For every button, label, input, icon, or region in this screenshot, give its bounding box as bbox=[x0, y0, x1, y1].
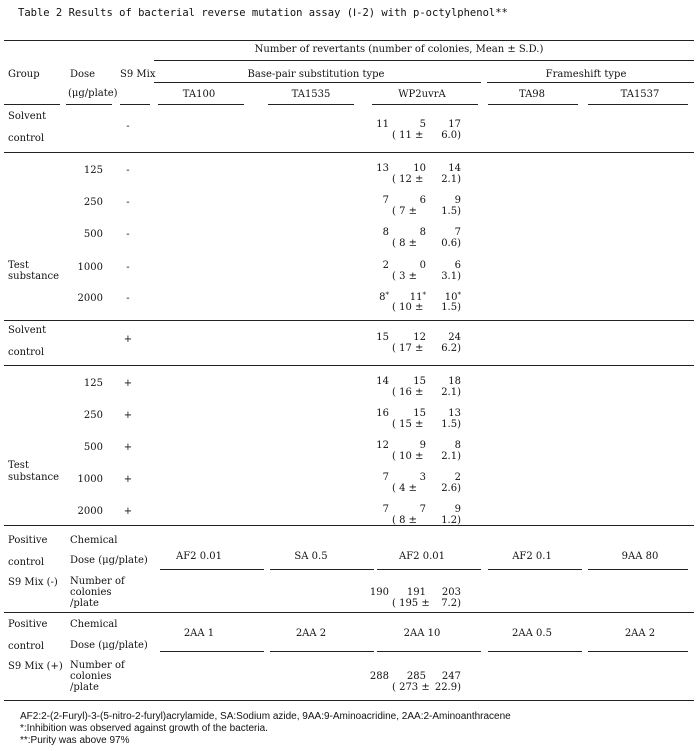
mean-value: ( 17 ± bbox=[392, 343, 424, 354]
table-rule bbox=[66, 104, 112, 105]
dose-label: Dose (μg/plate) bbox=[70, 640, 148, 651]
colony-value: 285 bbox=[406, 671, 426, 682]
s9-header: S9 Mix bbox=[120, 69, 156, 80]
colony-value: 12 bbox=[413, 332, 426, 343]
dose-cell: 2000 bbox=[77, 293, 103, 304]
table-rule bbox=[160, 651, 264, 652]
mean-value: ( 8 ± bbox=[392, 515, 417, 526]
strain-header: WP2uvrA bbox=[398, 89, 446, 100]
table-rule bbox=[4, 40, 694, 41]
colony-value: 8* bbox=[379, 291, 389, 303]
dose-cell: 1000 bbox=[77, 262, 103, 273]
sd-value: 6.2) bbox=[441, 343, 461, 354]
table-rule bbox=[488, 651, 582, 652]
colony-value: 17 bbox=[448, 119, 461, 130]
s9-cell: - bbox=[126, 293, 130, 304]
colony-value: 190 bbox=[369, 587, 389, 598]
colony-value: 8 bbox=[419, 227, 426, 238]
mean-value: ( 195 ± bbox=[392, 598, 430, 609]
colony-value: 6 bbox=[419, 195, 426, 206]
colony-value: 5 bbox=[419, 119, 426, 130]
mean-value: ( 273 ± bbox=[392, 682, 430, 693]
colony-value: 9 bbox=[454, 504, 461, 515]
table-rule bbox=[4, 700, 694, 701]
footnote: **:Purity was above 97% bbox=[20, 735, 130, 746]
colony-value: 2 bbox=[382, 260, 389, 271]
dose-cell: 500 bbox=[83, 442, 103, 453]
group-label: control bbox=[8, 641, 45, 652]
mean-value: ( 10 ± bbox=[392, 451, 424, 462]
s9-cell: + bbox=[123, 410, 133, 421]
group-label: Test bbox=[8, 460, 29, 471]
chemical-dose: 2AA 0.5 bbox=[512, 628, 552, 639]
chemical-label: Chemical bbox=[70, 619, 118, 630]
sd-value: 2.1) bbox=[441, 174, 461, 185]
colony-value: 191 bbox=[406, 587, 426, 598]
colony-value: 203 bbox=[441, 587, 461, 598]
table-rule bbox=[4, 320, 694, 321]
group-label: Test bbox=[8, 260, 29, 271]
dose-cell: 2000 bbox=[77, 506, 103, 517]
footnote: *:Inhibition was observed against growth of the bacteria. bbox=[20, 723, 268, 734]
group-label: Solvent bbox=[8, 325, 47, 336]
colony-value: 7 bbox=[382, 472, 389, 483]
group-label: control bbox=[8, 557, 45, 568]
chemical-dose: 2AA 10 bbox=[403, 628, 441, 639]
table-rule bbox=[588, 651, 688, 652]
table-rule bbox=[488, 104, 578, 105]
table-rule bbox=[4, 152, 694, 153]
s9-cell: - bbox=[126, 121, 130, 132]
chemical-dose: AF2 0.01 bbox=[399, 551, 445, 562]
group-label: substance bbox=[8, 271, 60, 282]
strain-header: TA1537 bbox=[620, 89, 660, 100]
sd-value: 3.1) bbox=[441, 271, 461, 282]
colony-value: 7 bbox=[382, 195, 389, 206]
dose-cell: 250 bbox=[83, 410, 103, 421]
colony-value: 288 bbox=[369, 671, 389, 682]
group-label: control bbox=[8, 133, 45, 144]
colony-value: 24 bbox=[448, 332, 461, 343]
chemical-dose: 2AA 2 bbox=[624, 628, 656, 639]
chemical-dose: SA 0.5 bbox=[294, 551, 328, 562]
colony-value: 11 bbox=[376, 119, 389, 130]
dose-cell: 250 bbox=[83, 197, 103, 208]
frameshift-header: Frameshift type bbox=[545, 69, 627, 80]
colony-value: 13 bbox=[376, 163, 389, 174]
table-rule bbox=[154, 60, 694, 61]
table-rule bbox=[488, 569, 582, 570]
colony-value: 15 bbox=[376, 332, 389, 343]
colony-value: 18 bbox=[448, 376, 461, 387]
colonies-label: /plate bbox=[70, 682, 99, 693]
group-label: S9 Mix (+) bbox=[8, 661, 63, 672]
chemical-dose: AF2 0.1 bbox=[512, 551, 552, 562]
dose-unit-header: (μg/plate) bbox=[68, 88, 118, 99]
table-rule bbox=[120, 104, 150, 105]
mean-value: ( 8 ± bbox=[392, 238, 417, 249]
table-rule bbox=[4, 365, 694, 366]
sd-value: 2.6) bbox=[441, 483, 461, 494]
sd-value: 2.1) bbox=[441, 387, 461, 398]
group-label: Positive bbox=[8, 535, 48, 546]
group-label: substance bbox=[8, 472, 60, 483]
table-rule bbox=[270, 651, 374, 652]
table-rule bbox=[588, 104, 688, 105]
sd-value: 7.2) bbox=[441, 598, 461, 609]
strain-header: TA1535 bbox=[291, 89, 331, 100]
colony-value: 14 bbox=[448, 163, 461, 174]
s9-cell: - bbox=[126, 197, 130, 208]
colonies-label: colonies bbox=[70, 587, 112, 598]
group-label: Solvent bbox=[8, 111, 47, 122]
table-rule bbox=[268, 104, 354, 105]
colony-value: 9 bbox=[454, 195, 461, 206]
mean-value: ( 7 ± bbox=[392, 206, 417, 217]
table-rule bbox=[154, 82, 481, 83]
mean-value: ( 3 ± bbox=[392, 271, 417, 282]
colony-value: 247 bbox=[441, 671, 461, 682]
s9-cell: + bbox=[123, 474, 133, 485]
table-rule bbox=[4, 104, 60, 105]
colony-value: 13 bbox=[448, 408, 461, 419]
dose-cell: 125 bbox=[83, 165, 103, 176]
s9-cell: + bbox=[123, 442, 133, 453]
sd-value: 0.6) bbox=[441, 238, 461, 249]
group-label: S9 Mix (-) bbox=[8, 577, 58, 588]
s9-cell: - bbox=[126, 262, 130, 273]
colony-value: 10* bbox=[444, 291, 461, 303]
colony-value: 3 bbox=[419, 472, 426, 483]
colony-value: 7 bbox=[454, 227, 461, 238]
colony-value: 7 bbox=[382, 504, 389, 515]
dose-cell: 500 bbox=[83, 229, 103, 240]
colony-value: 6 bbox=[454, 260, 461, 271]
chemical-dose: AF2 0.01 bbox=[176, 551, 222, 562]
table-rule bbox=[377, 569, 481, 570]
s9-cell: + bbox=[123, 506, 133, 517]
sd-value: 6.0) bbox=[441, 130, 461, 141]
table-rule bbox=[4, 525, 694, 526]
colony-value: 8 bbox=[382, 227, 389, 238]
chemical-dose: 2AA 1 bbox=[183, 628, 215, 639]
table-rule bbox=[588, 569, 688, 570]
table-rule bbox=[270, 569, 374, 570]
colonies-label: Number of bbox=[70, 660, 125, 671]
colony-value: 15 bbox=[413, 376, 426, 387]
strain-header: TA98 bbox=[518, 89, 546, 100]
colony-value: 11* bbox=[409, 291, 426, 303]
colonies-label: colonies bbox=[70, 671, 112, 682]
dose-header: Dose bbox=[70, 69, 96, 80]
s9-cell: - bbox=[126, 165, 130, 176]
mean-value: ( 16 ± bbox=[392, 387, 424, 398]
dose-label: Dose (μg/plate) bbox=[70, 555, 148, 566]
s9-cell: + bbox=[123, 334, 133, 345]
colony-value: 14 bbox=[376, 376, 389, 387]
mean-value: ( 10 ± bbox=[392, 302, 424, 313]
colony-value: 16 bbox=[376, 408, 389, 419]
colony-value: 12 bbox=[376, 440, 389, 451]
table-rule bbox=[160, 569, 264, 570]
table-rule bbox=[487, 82, 694, 83]
s9-cell: + bbox=[123, 378, 133, 389]
colonies-label: /plate bbox=[70, 598, 99, 609]
colonies-label: Number of bbox=[70, 576, 125, 587]
footnote: AF2:2-(2-Furyl)-3-(5-nitro-2-furyl)acrylamide, SA:Sodium azide, 9AA:9-Aminoacridine, 2AA:2-Aminoanthracene bbox=[20, 711, 511, 722]
chemical-dose: 2AA 2 bbox=[295, 628, 327, 639]
colony-value: 7 bbox=[419, 504, 426, 515]
table-rule bbox=[4, 612, 694, 613]
mean-value: ( 11 ± bbox=[392, 130, 424, 141]
s9-cell: - bbox=[126, 229, 130, 240]
group-label: Positive bbox=[8, 619, 48, 630]
colony-value: 8 bbox=[454, 440, 461, 451]
table-rule bbox=[158, 104, 244, 105]
table-rule bbox=[377, 651, 481, 652]
colony-value: 2 bbox=[454, 472, 461, 483]
table-rule bbox=[372, 104, 478, 105]
colony-value: 9 bbox=[419, 440, 426, 451]
group-header: Group bbox=[8, 69, 40, 80]
group-label: control bbox=[8, 347, 45, 358]
basepair-header: Base-pair substitution type bbox=[247, 69, 385, 80]
colony-value: 15 bbox=[413, 408, 426, 419]
sd-value: 1.5) bbox=[441, 419, 461, 430]
colony-value: 0 bbox=[419, 260, 426, 271]
table-title: Table 2 Results of bacterial reverse mutation assay (Ⅰ-2) with p-octylphenol** bbox=[18, 7, 508, 19]
dose-cell: 125 bbox=[83, 378, 103, 389]
revertants-header: Number of revertants (number of colonies, Mean ± S.D.) bbox=[254, 44, 544, 55]
mean-value: ( 15 ± bbox=[392, 419, 424, 430]
sd-value: 2.1) bbox=[441, 451, 461, 462]
sd-value: 1.2) bbox=[441, 515, 461, 526]
strain-header: TA100 bbox=[182, 89, 216, 100]
sd-value: 1.5) bbox=[441, 206, 461, 217]
mean-value: ( 12 ± bbox=[392, 174, 424, 185]
chemical-dose: 9AA 80 bbox=[621, 551, 659, 562]
dose-cell: 1000 bbox=[77, 474, 103, 485]
sd-value: 22.9) bbox=[434, 682, 461, 693]
chemical-label: Chemical bbox=[70, 535, 118, 546]
colony-value: 10 bbox=[413, 163, 426, 174]
mean-value: ( 4 ± bbox=[392, 483, 417, 494]
sd-value: 1.5) bbox=[441, 302, 461, 313]
